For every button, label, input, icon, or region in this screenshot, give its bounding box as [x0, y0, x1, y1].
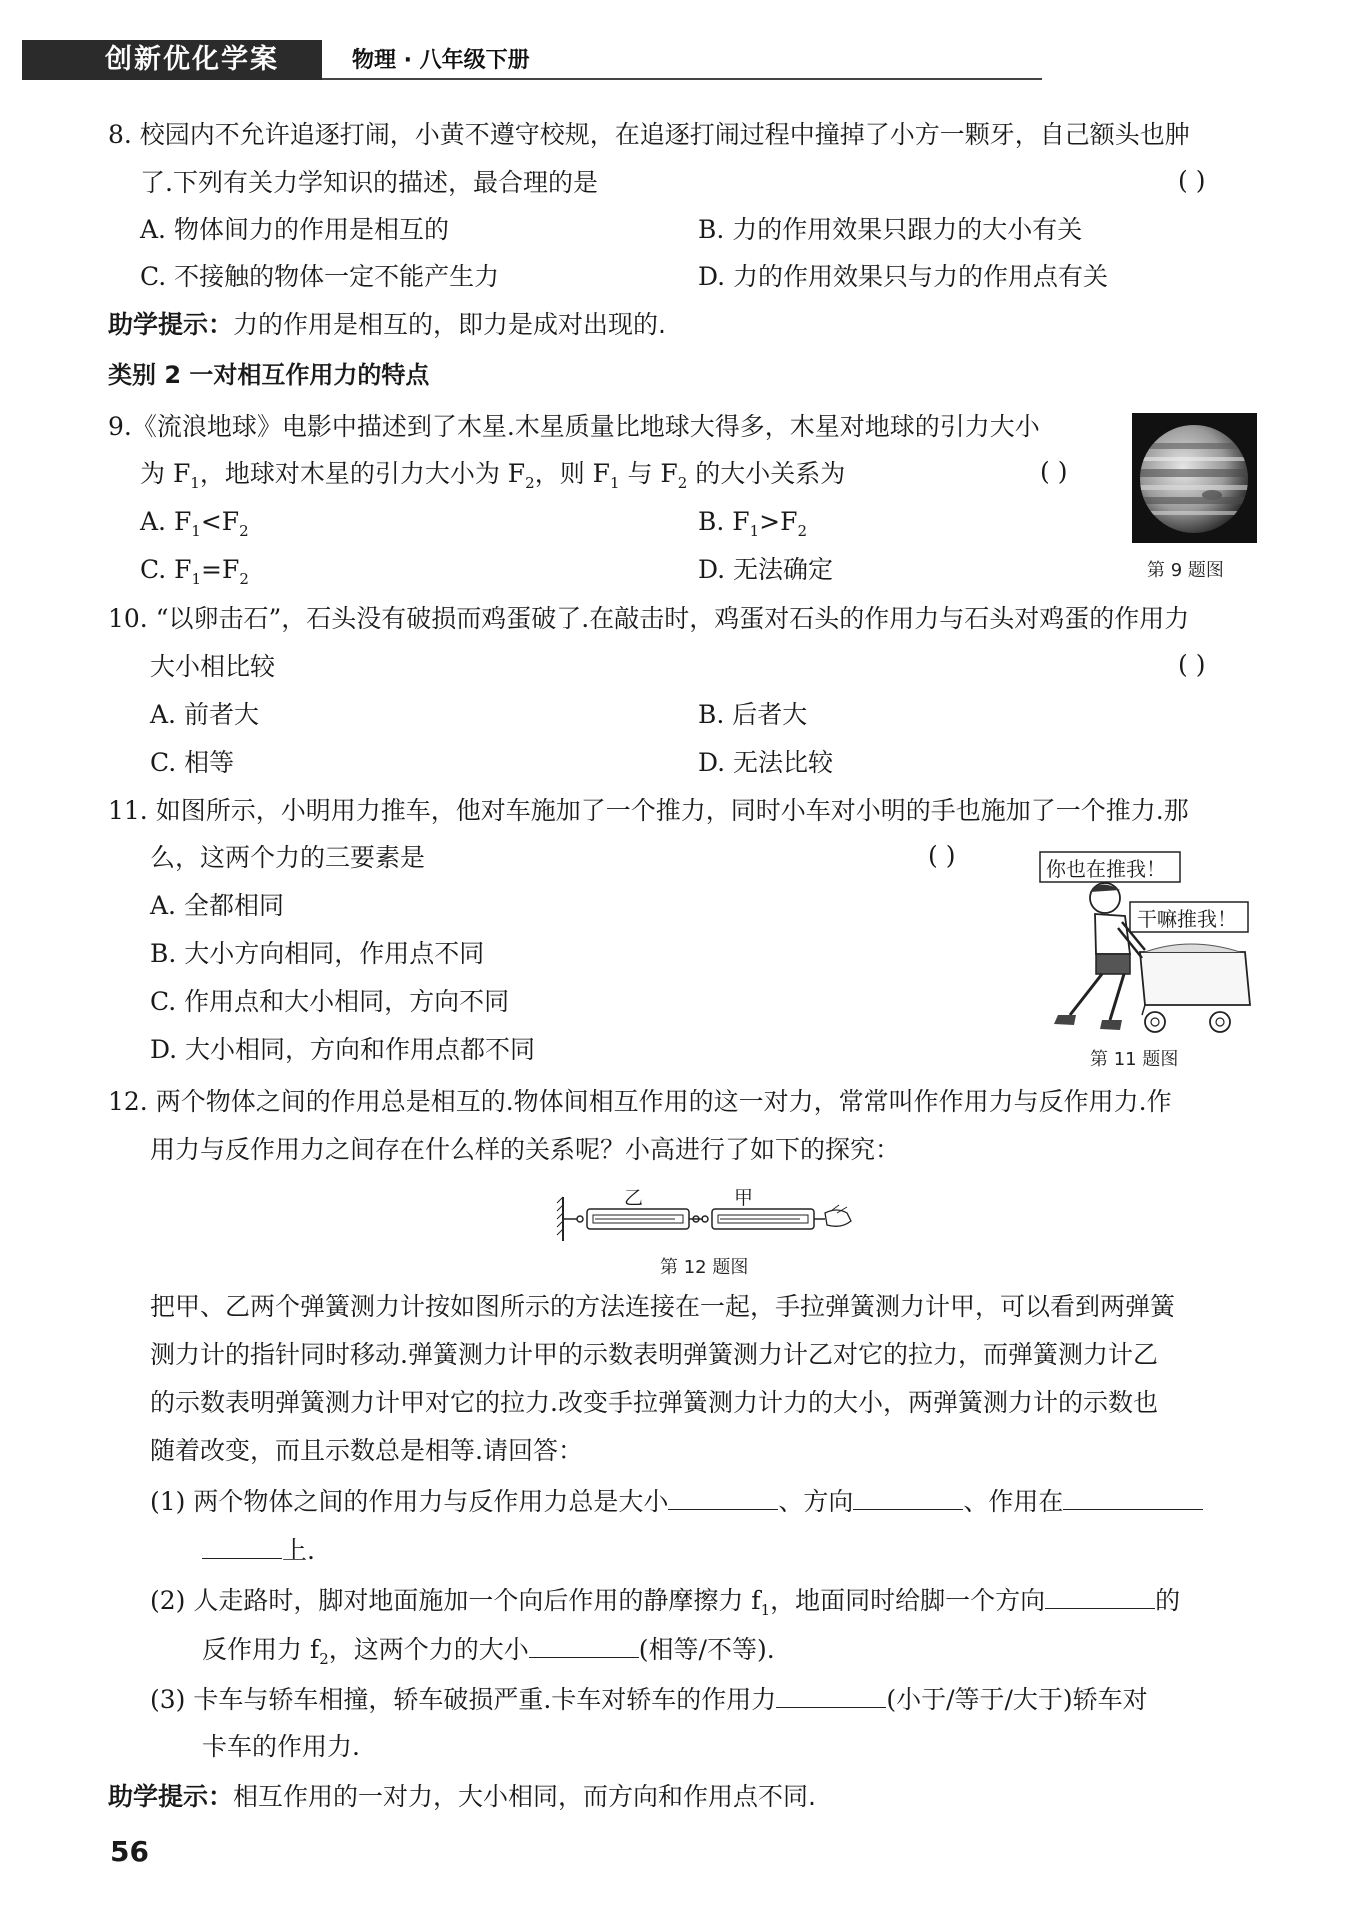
q12-sub2-line2: 反作用力 $f_2$，这两个力的大小 (相等/不等).	[202, 1631, 775, 1676]
q11-bubble-2: 干嘛推我！	[1137, 907, 1237, 931]
q12-para-line3: 的示数表明弹簧测力计甲对它的拉力.改变手拉弹簧测力计力的大小，两弹簧测力计的示数也	[150, 1388, 1158, 1417]
q11-bubble-1: 你也在推我！	[1046, 857, 1166, 881]
q10-stem-line1: 10. “以卵击石”，石头没有破损而鸡蛋破了.在敲击时，鸡蛋对石头的作用力与石头对鸡蛋的作用力	[108, 604, 1190, 633]
hint-2	[108, 1780, 816, 1814]
q8-stem-line2: 了.下列有关力学知识的描述，最合理的是	[140, 168, 598, 197]
q8-stem-line1: 8. 校园内不允许追逐打闹，小黄不遵守校规，在追逐打闹过程中撞掉了小方一颗牙，自己额头也肿	[108, 120, 1190, 149]
q12-spring-scale-diagram	[555, 1175, 855, 1247]
q9-option-d: D. 无法确定	[698, 555, 834, 584]
q12-stem-line2: 用力与反作用力之间存在什么样的关系呢？小高进行了如下的探究：	[150, 1135, 901, 1164]
q12-sub3-line1: (3) 卡车与轿车相撞，轿车破损严重.卡车对轿车的作用力 (小于/等于/大于)轿车对	[150, 1681, 1148, 1717]
q12-para-line1: 把甲、乙两个弹簧测力计按如图所示的方法连接在一起，手拉弹簧测力计甲，可以看到两弹簧	[150, 1292, 1176, 1321]
q10-stem-line2: 大小相比较	[150, 652, 276, 681]
hint-1	[108, 308, 666, 342]
jupiter-planet-icon	[1132, 413, 1257, 543]
q10-option-d: D. 无法比较	[698, 748, 834, 777]
q9-option-a: A. $F_1<F_2$	[140, 507, 249, 540]
q12-figure-caption: 第 12 题图	[660, 1257, 749, 1278]
q11-stem-line1: 11. 如图所示，小明用力推车，他对车施加了一个推力，同时小车对小明的手也施加了一个推力.那	[108, 796, 1189, 825]
hint-2-text: 相互作用的一对力，大小相同，而方向和作用点不同.	[233, 1782, 816, 1811]
q10-option-b: B. 后者大	[698, 700, 808, 729]
q12-sub1-line2: 上.	[202, 1532, 315, 1568]
q10-answer-paren: ( )	[1178, 650, 1206, 679]
q12-para-line2: 测力计的指针同时移动.弹簧测力计甲的示数表明弹簧测力计乙对它的拉力，而弹簧测力计乙	[150, 1340, 1158, 1369]
q9-option-b: B. $F_1>F_2$	[698, 507, 808, 540]
q8-option-a: A. 物体间力的作用是相互的	[140, 215, 449, 244]
q9-figure-caption: 第 9 题图	[1147, 560, 1224, 581]
q11-option-b: B. 大小方向相同，作用点不同	[150, 939, 485, 968]
header-rule	[322, 78, 1042, 80]
hint-2-label: 助学提示：	[108, 1782, 234, 1811]
q12-sub1-line1: (1) 两个物体之间的作用力与反作用力总是大小 、方向 、作用在	[150, 1483, 1203, 1519]
q10-option-c: C. 相等	[150, 748, 235, 777]
q11-stem-line2: 么，这两个力的三要素是	[150, 843, 426, 872]
jupiter-image	[1132, 413, 1257, 543]
q12-stem-line1: 12. 两个物体之间的作用总是相互的.物体间相互作用的这一对力，常常叫作作用力与反作用力.作	[108, 1087, 1172, 1116]
q12-blank-object-1[interactable]	[1063, 1483, 1203, 1510]
q11-option-c: C. 作用点和大小相同，方向不同	[150, 987, 510, 1016]
hint-1-text: 力的作用是相互的，即力是成对出现的.	[233, 310, 666, 339]
q8-answer-paren: ( )	[1178, 166, 1206, 195]
q12-blank-object-2[interactable]	[202, 1532, 282, 1559]
q9-answer-paren: ( )	[1040, 457, 1068, 486]
q12-blank-compare[interactable]	[776, 1681, 886, 1708]
q12-sub2-line1: (2) 人走路时，脚对地面施加一个向后作用的静摩擦力 $f_1$，地面同时给脚一个方向 的	[150, 1582, 1180, 1627]
q10-option-a: A. 前者大	[150, 700, 259, 729]
spring-scales-icon	[555, 1175, 855, 1247]
q9-option-c: C. $F_1=F_2$	[140, 555, 249, 588]
q8-option-d: D. 力的作用效果只与力的作用点有关	[698, 262, 1109, 291]
q8-option-c: C. 不接触的物体一定不能产生力	[140, 262, 500, 291]
q12-blank-friction-direction[interactable]	[1045, 1582, 1155, 1609]
q9-stem-line1: 9.《流浪地球》电影中描述到了木星.木星质量比地球大得多，木星对地球的引力大小	[108, 412, 1040, 441]
q12-blank-direction[interactable]	[853, 1483, 963, 1510]
q12-blank-equal-or-not[interactable]	[529, 1631, 639, 1658]
category-2-heading: 类别 2 一对相互作用力的特点	[108, 361, 430, 389]
q12-para-line4: 随着改变，而且示数总是相等.请回答：	[150, 1436, 583, 1465]
q8-option-b: B. 力的作用效果只跟力的大小有关	[698, 215, 1083, 244]
q12-label-yi: 乙	[624, 1187, 644, 1209]
q11-figure-caption: 第 11 题图	[1090, 1049, 1179, 1070]
q12-sub3-line2: 卡车的作用力.	[202, 1732, 360, 1761]
header-subject: 物理 · 八年级下册	[352, 48, 530, 73]
hint-1-label: 助学提示：	[108, 310, 234, 339]
page-number: 56	[110, 1835, 149, 1868]
q11-option-a: A. 全都相同	[150, 891, 284, 920]
q11-option-d: D. 大小相同，方向和作用点都不同	[150, 1035, 536, 1064]
q9-stem-line2: 为 $F_1$，地球对木星的引力大小为 $F_2$，则 $F_1$ 与 $F_2$ 的大小关系为	[140, 459, 846, 492]
q12-label-jia: 甲	[734, 1187, 754, 1209]
header-brand: 创新优化学案	[105, 44, 279, 75]
q11-answer-paren: ( )	[928, 841, 956, 870]
q12-blank-magnitude[interactable]	[668, 1483, 778, 1510]
